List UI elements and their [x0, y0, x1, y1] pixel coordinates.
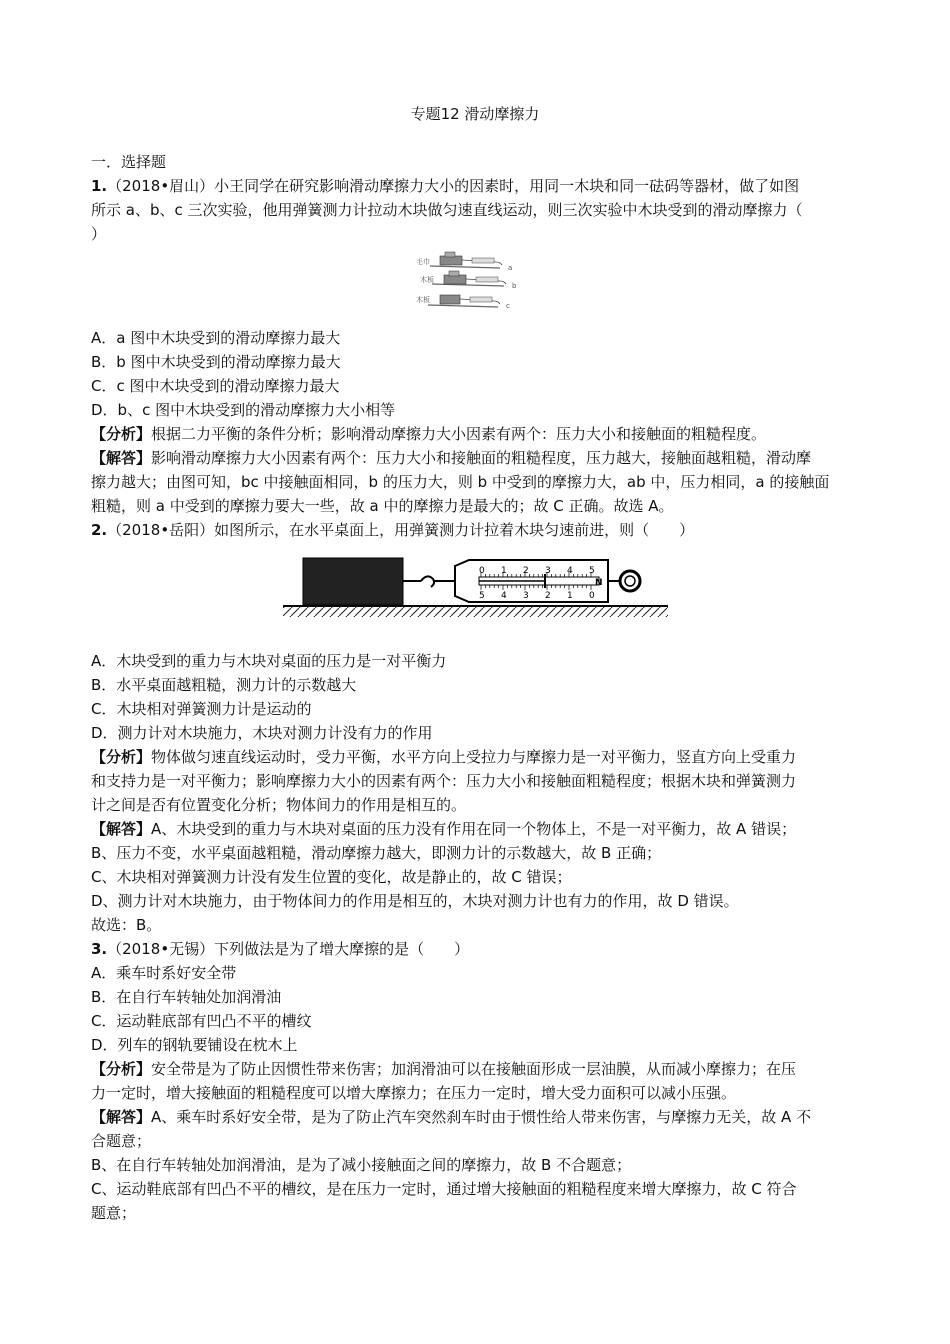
q1-answer-line-3: 粗糙，则 a 中受到的摩擦力要大一些，故 a 中的摩擦力是最大的；故 C 正确。故选 A。 — [91, 497, 674, 515]
q3-option-c: C．运动鞋底部有凹凸不平的槽纹 — [91, 1012, 312, 1030]
q1-answer-line-1: 【解答】影响滑动摩擦力大小因素有两个：压力大小和接触面的粗糙程度，压力越大，接触面越粗糙，滑动摩 — [91, 449, 812, 467]
q3-analysis-line-1: 【分析】安全带是为了防止因惯性带来伤害；加润滑油可以在接触面形成一层油膜，从而减小摩擦力；在压 — [91, 1060, 797, 1078]
q1-figure-label-towel: 毛巾 — [416, 258, 430, 266]
scale-bottom-label-4: 1 — [567, 591, 573, 601]
q2-option-a: A．木块受到的重力与木块对桌面的压力是一对平衡力 — [91, 652, 447, 670]
q2-option-c: C．木块相对弹簧测力计是运动的 — [91, 700, 312, 718]
q2-analysis-line-3: 计之间是否有位置变化分析；物体间力的作用是相互的。 — [91, 796, 467, 814]
q1-option-c: C．c 图中木块受到的滑动摩擦力最大 — [91, 377, 340, 395]
q3-answer-line-2: 合题意； — [91, 1132, 152, 1150]
q2-analysis-line-1: 【分析】物体做匀速直线运动时，受力平衡，水平方向上受拉力与摩擦力是一对平衡力，竖直方向上受重力 — [91, 748, 797, 766]
scale-bottom-label-3: 2 — [545, 591, 551, 601]
q2-option-b: B．水平桌面越粗糙，测力计的示数越大 — [91, 676, 357, 694]
scale-bottom-label-0: 5 — [479, 591, 485, 601]
scale-unit-label: N — [595, 578, 603, 588]
q3-number: 3. — [91, 940, 108, 958]
q1-option-b: B．b 图中木块受到的滑动摩擦力最大 — [91, 353, 341, 371]
q3-option-a: A．乘车时系好安全带 — [91, 964, 237, 982]
q1-figure-label-board-2: 木板 — [416, 296, 430, 304]
q3-answer-line-3: B、在自行车转轴处加润滑油，是为了减小接触面之间的摩擦力，故 B 不合题意； — [91, 1156, 632, 1174]
q1-stem-line-3: ） — [91, 225, 107, 243]
q2-answer-line-2: B、压力不变，水平桌面越粗糙，滑动摩擦力越大，即测力计的示数越大，故 B 正确； — [91, 844, 662, 862]
wooden-block — [303, 558, 403, 605]
q3-analysis-line-2: 力一定时，增大接触面的粗糙程度可以增大摩擦力；在压力一定时，增大受力面积可以减小压强。 — [91, 1084, 737, 1102]
q3-answer-line-1: 【解答】A、乘车时系好安全带，是为了防止汽车突然刹车时由于惯性给人带来伤害，与摩擦力无关，故 A 不 — [91, 1108, 812, 1126]
q2-spring-scale-figure — [283, 552, 668, 632]
q2-answer-line-4: D、测力计对木块施力，由于物体间力的作用是相互的，木块对测力计也有力的作用，故 D 错误。 — [91, 892, 739, 910]
table-surface — [283, 607, 668, 617]
q3-option-b: B．在自行车转轴处加润滑油 — [91, 988, 282, 1006]
q1-figure-label-board-1: 木板 — [420, 276, 434, 284]
q1-figure-label-a: a — [508, 264, 513, 272]
q2-stem: 2.（2018•岳阳）如图所示，在水平桌面上，用弹簧测力计拉着木块匀速前进，则（ ） — [91, 521, 695, 539]
section-heading: 一．选择题 — [91, 153, 167, 171]
q1-stem-line-1: 1.（2018•眉山）小王同学在研究影响滑动摩擦力大小的因素时，用同一木块和同一砝码等器材，做了如图 — [91, 177, 800, 195]
q1-friction-experiment-figure — [412, 250, 540, 312]
scale-top-label-3: 3 — [545, 566, 551, 576]
q2-answer-line-3: C、木块相对弹簧测力计没有发生位置的变化，故是静止的，故 C 错误； — [91, 868, 572, 886]
q1-analysis: 【分析】根据二力平衡的条件分析；影响滑动摩擦力大小因素有两个：压力大小和接触面的粗糙程度。 — [91, 425, 767, 443]
q3-stem: 3.（2018•无锡）下列做法是为了增大摩擦的是（ ） — [91, 940, 470, 958]
scale-top-label-4: 4 — [567, 566, 573, 576]
q2-option-d: D．测力计对木块施力，木块对测力计没有力的作用 — [91, 724, 433, 742]
q2-answer-line-1: 【解答】A、木块受到的重力与木块对桌面的压力没有作用在同一个物体上，不是一对平衡力，故 A 错误； — [91, 820, 797, 838]
q1-answer-line-2: 擦力越大；由图可知，bc 中接触面相同，b 的压力大，则 b 中受到的摩擦力大，ab 中，压力相同，a 的接触面 — [91, 473, 830, 491]
q3-answer-line-5: 题意； — [91, 1204, 137, 1222]
scale-top-label-0: 0 — [479, 566, 485, 576]
scale-bottom-label-5: 0 — [589, 591, 595, 601]
q2-number: 2. — [91, 521, 108, 539]
scale-top-label-5: 5 — [589, 566, 595, 576]
q1-figure-label-c: c — [506, 302, 510, 310]
q3-option-d: D．列车的钢轨要铺设在枕木上 — [91, 1036, 298, 1054]
q3-answer-line-4: C、运动鞋底部有凹凸不平的槽纹，是在压力一定时，通过增大接触面的粗糙程度来增大摩擦力，故 C 符合 — [91, 1180, 797, 1198]
scale-bottom-label-1: 4 — [501, 591, 507, 601]
scale-hook — [421, 576, 434, 587]
q1-option-d: D．b、c 图中木块受到的滑动摩擦力大小相等 — [91, 401, 396, 419]
scale-bottom-label-2: 3 — [523, 591, 529, 601]
q1-figure-label-b: b — [512, 282, 517, 290]
q1-stem-line-2: 所示 a、b、c 三次实验，他用弹簧测力计拉动木块做匀速直线运动，则三次实验中木块受到的滑动摩擦力（ — [91, 201, 803, 219]
scale-top-label-1: 1 — [501, 566, 507, 576]
page-title: 专题12 滑动摩擦力 — [410, 105, 540, 123]
q1-number: 1. — [91, 177, 108, 195]
q2-answer-line-5: 故选：B。 — [91, 916, 162, 934]
q1-option-a: A．a 图中木块受到的滑动摩擦力最大 — [91, 329, 341, 347]
scale-top-label-2: 2 — [523, 566, 529, 576]
q2-analysis-line-2: 和支持力是一对平衡力；影响摩擦力大小的因素有两个：压力大小和接触面粗糙程度；根据木块和弹簧测力 — [91, 772, 797, 790]
